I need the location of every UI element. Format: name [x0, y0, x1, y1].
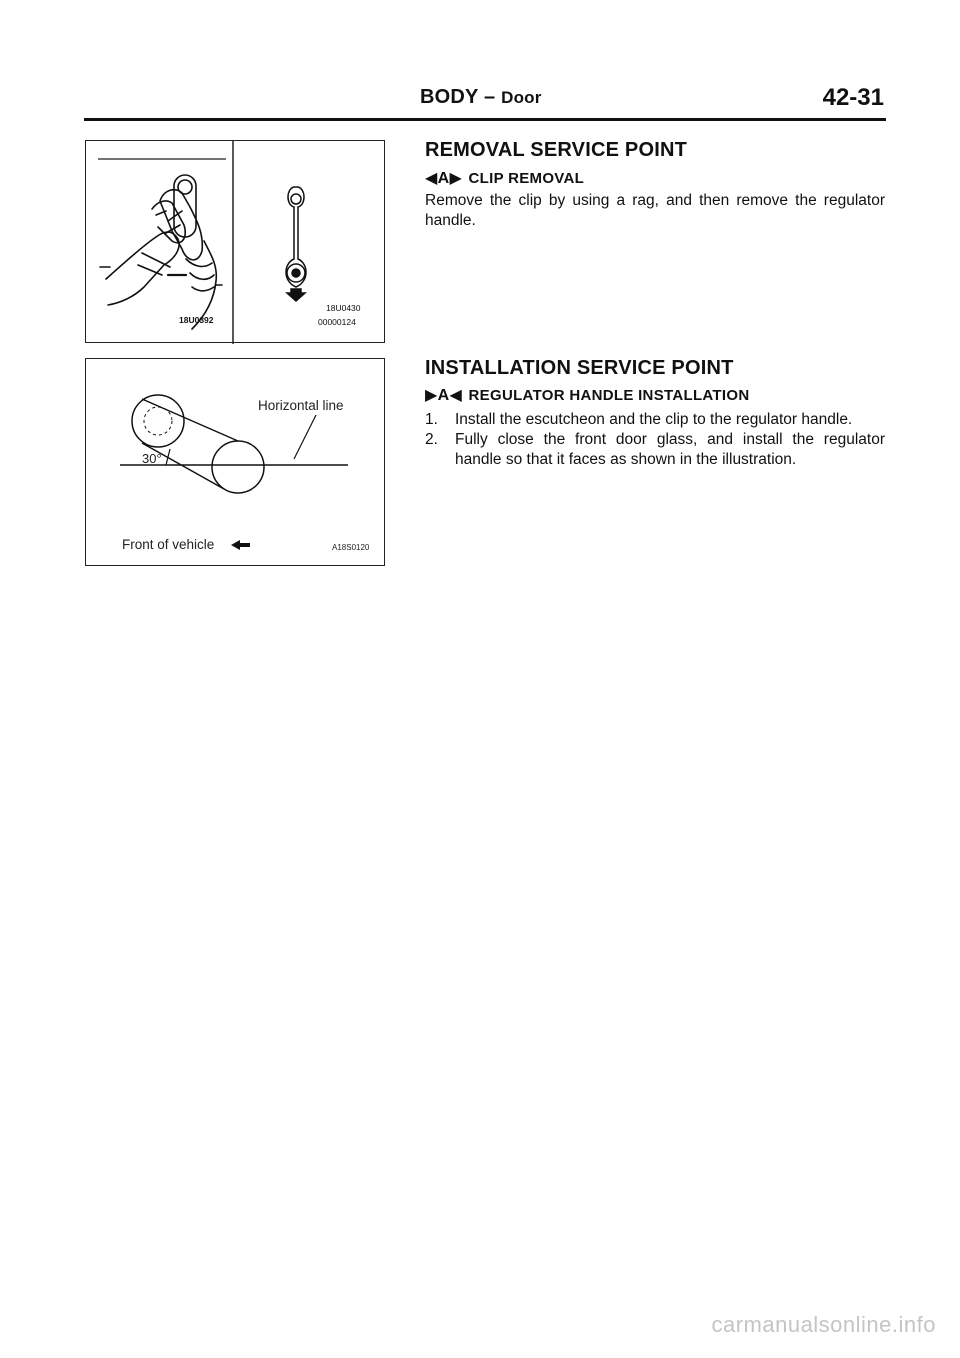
header-section-title: BODY [420, 86, 479, 108]
front-of-vehicle-label: Front of vehicle [122, 537, 215, 552]
horizontal-line-label: Horizontal line [258, 398, 344, 413]
step-text: Fully close the front door glass, and install the regulator handle so that it faces as shown in the illustration. [455, 431, 885, 468]
horizontal-line-leader [294, 415, 316, 459]
handle-outline-drawing [132, 395, 264, 493]
step-number: 2. [425, 431, 438, 448]
header-separator: – [484, 86, 496, 108]
installation-section-heading: INSTALLATION SERVICE POINT [425, 357, 734, 379]
step-number: 1. [425, 411, 438, 428]
installation-step [425, 410, 885, 430]
clip-removal-figure [85, 140, 385, 343]
step-text: Install the escutcheon and the clip to the regulator handle. [455, 411, 853, 428]
header-subsection-title: Door [501, 88, 542, 107]
page-number: 42-31 [822, 84, 884, 111]
angle-label: 30° [142, 451, 162, 466]
regulator-installation-title: REGULATOR HANDLE INSTALLATION [468, 387, 750, 404]
handle-angle-figure [85, 358, 385, 566]
regulator-handle-drawing [286, 187, 306, 301]
clip-removal-illustration [86, 141, 386, 344]
fig1-right-code-1: 18U0430 [326, 303, 361, 313]
removal-marker: ◀A▶ [425, 170, 463, 187]
header-divider [84, 118, 886, 121]
handle-angle-diagram [86, 359, 386, 567]
clip-removal-instructions: Remove the clip by using a rag, and then remove the regulator handle. [425, 192, 885, 229]
installation-steps [425, 410, 885, 470]
hands-with-rag-drawing [100, 175, 222, 329]
removal-section-heading: REMOVAL SERVICE POINT [425, 139, 688, 161]
fig1-left-code: 18U0392 [179, 315, 214, 325]
page-header-title [420, 86, 542, 109]
regulator-installation-subheading [425, 385, 749, 405]
clip-removal-subheading [425, 168, 584, 188]
installation-marker: ▶A◀ [425, 387, 463, 404]
front-direction-arrow-icon [231, 540, 250, 550]
fig2-code: A18S0120 [332, 543, 370, 552]
fig1-right-code-2: 00000124 [318, 317, 356, 327]
watermark: carmanualsonline.info [711, 1312, 936, 1337]
installation-step [425, 430, 885, 470]
clip-removal-title: CLIP REMOVAL [468, 170, 585, 187]
